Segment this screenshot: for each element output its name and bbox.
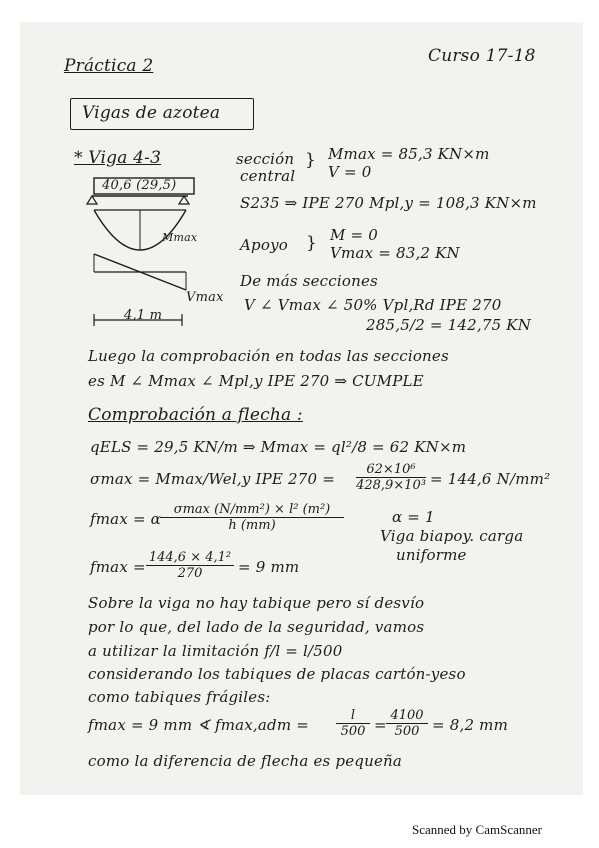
section-title: Vigas de azotea xyxy=(82,103,221,123)
apoyo-label: Apoyo xyxy=(240,236,288,254)
central-label-2: central xyxy=(240,167,296,185)
practice-title: Práctica 2 xyxy=(64,56,154,76)
fmax-formula-fraction xyxy=(160,502,344,533)
sigma-denominator: 428,9×10³ xyxy=(356,478,426,493)
central-label-1: sección xyxy=(236,150,295,168)
final-fraction-2-num: 4100 xyxy=(386,708,428,724)
final-calc-lhs: fmax = 9 mm ∢ fmax,adm = xyxy=(88,716,309,734)
demas-heading: De más secciones xyxy=(240,272,378,290)
final-calc-eq: = xyxy=(374,716,387,734)
paragraph-line-1: Sobre la viga no hay tabique pero sí desvío xyxy=(88,594,425,612)
left-support xyxy=(87,196,97,204)
sigma-rhs: = 144,6 N/mm² xyxy=(430,470,551,488)
fmax-calc-fraction xyxy=(146,550,234,581)
alpha-note-1: Viga biapoy. carga xyxy=(380,527,524,545)
final-calc-rhs: = 8,2 mm xyxy=(432,716,509,734)
final-fraction-2 xyxy=(386,708,428,739)
shear-check: V ∠ Vmax ∠ 50% Vpl,Rd IPE 270 xyxy=(244,296,502,314)
fmax-calc-rhs: = 9 mm xyxy=(238,558,300,576)
central-mmax: Mmax = 85,3 KN×m xyxy=(328,145,490,163)
scanner-watermark: Scanned by CamScanner xyxy=(412,822,542,837)
shear-label: Vmax xyxy=(186,290,224,305)
deflection-heading: Comprobación a flecha : xyxy=(88,405,303,425)
apoyo-vmax: Vmax = 83,2 KN xyxy=(330,244,460,262)
alpha-value: α = 1 xyxy=(392,508,435,526)
fmax-calc-denominator: 270 xyxy=(177,566,203,581)
final-fraction-1 xyxy=(336,708,370,739)
final-fraction-1-den: 500 xyxy=(340,724,366,739)
central-v: V = 0 xyxy=(328,163,372,181)
fmax-calc-numerator: 144,6 × 4,1² xyxy=(146,550,234,566)
fmax-formula-denominator: h (mm) xyxy=(228,518,276,533)
conclusion-line-1: Luego la comprobación en todas las secciones xyxy=(88,347,449,365)
beam-heading: * Viga 4-3 xyxy=(74,148,162,168)
final-fraction-2-den: 500 xyxy=(394,724,420,739)
last-line: como la diferencia de flecha es pequeña xyxy=(88,752,403,770)
fmax-calc-lhs: fmax = xyxy=(90,558,146,576)
paragraph-line-5: como tabiques frágiles: xyxy=(88,688,271,706)
steel-line: S235 ⇒ IPE 270 Mpl,y = 108,3 KN×m xyxy=(240,194,537,212)
alpha-note-2: uniforme xyxy=(396,546,467,564)
right-support xyxy=(179,196,189,204)
brace-central: } xyxy=(305,150,317,170)
sigma-fraction xyxy=(356,462,426,493)
paragraph-line-3: a utilizar la limitación f/l = l/500 xyxy=(88,642,343,660)
shear-check-value: 285,5/2 = 142,75 KN xyxy=(366,316,532,334)
course-label: Curso 17-18 xyxy=(428,46,536,66)
final-fraction-1-num: l xyxy=(336,708,370,724)
sigma-lhs: σmax = Mmax/Wel,y IPE 270 = xyxy=(90,470,335,488)
span-label: 4,1 m xyxy=(124,308,163,323)
conclusion-line-2: es M ∠ Mmax ∠ Mpl,y IPE 270 ⇒ CUMPLE xyxy=(88,372,424,390)
brace-apoyo: } xyxy=(306,233,318,253)
fmax-formula-numerator: σmax (N/mm²) × l² (m²) xyxy=(160,502,344,518)
moment-label: Mmax xyxy=(162,231,198,244)
load-label: 40,6 (29,5) xyxy=(102,178,177,193)
fmax-formula-lhs: fmax = α xyxy=(90,510,162,528)
paragraph-line-2: por lo que, del lado de la seguridad, vamos xyxy=(88,618,425,636)
apoyo-m: M = 0 xyxy=(330,226,379,244)
paragraph-line-4: considerando los tabiques de placas cartón-yeso xyxy=(88,665,466,683)
sigma-numerator: 62×10⁶ xyxy=(356,462,426,478)
qels-line: qELS = 29,5 KN/m ⇒ Mmax = ql²/8 = 62 KN×m xyxy=(90,438,467,456)
